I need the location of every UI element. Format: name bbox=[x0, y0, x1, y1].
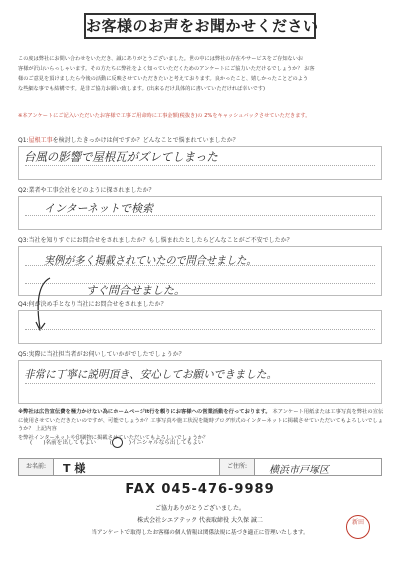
publication-note-line: 本アンケート用紙または工事写真を弊社の宣伝に使用させていただきたいのですが、可能でしょうか？工事写真や施工状況を随時ブログ形式のインターネットに掲載させていただいてもよろしいでしょうか？ 上記内容 bbox=[18, 409, 384, 432]
cashback-note: ※本アンケートにご記入いただいたお客様で工事ご用命時に工事金額(税抜き)の 2%をキャッシュバックさせていただきます。 bbox=[18, 113, 311, 119]
answer-1-handwriting: 台風の影響で屋根瓦がズレてしまった bbox=[24, 150, 218, 164]
name-label: お名前: bbox=[19, 459, 53, 475]
seal-stamp-icon: 新田 bbox=[346, 515, 370, 539]
answer-3-handwriting-line-2: すぐ問合せました。 bbox=[86, 284, 185, 297]
fax-number: FAX 045-476-9989 bbox=[125, 482, 275, 497]
intro-line: この度は弊社にお問い合わせをいただき、誠にありがとうございました。世の中には弊社の存在やサービスをご存知ないお bbox=[18, 56, 304, 62]
answer-line bbox=[25, 165, 375, 166]
answer-line bbox=[25, 329, 375, 330]
name-value[interactable]: T 様 bbox=[63, 462, 86, 475]
divider bbox=[254, 459, 255, 475]
privacy-notice: 当アンケートで取得したお客様の個人情報は関係法規に基づき適正に管理いたします。 bbox=[91, 530, 309, 536]
address-value[interactable]: 横浜市戸塚区 bbox=[269, 465, 329, 476]
answer-2-handwriting: インターネットで検索 bbox=[44, 202, 154, 215]
consent-option-2-label: イニシャルなら出してもよい bbox=[131, 440, 204, 446]
circled-check-icon bbox=[112, 437, 123, 448]
answer-line bbox=[25, 283, 375, 284]
consent-option-1[interactable]: ( )名前を出してもよい bbox=[30, 440, 96, 446]
intro-line: な些細な事でも結構です。是非ご協力お願い致します。(出来るだけ具体的に書いていただければ幸いです) bbox=[18, 86, 266, 92]
consent-option-2[interactable]: ( )イニシャルなら出してもよい bbox=[110, 440, 210, 446]
question-1-rest: を検討したきっかけは何ですか？どんなことで悩まれていましたか？ bbox=[52, 137, 239, 144]
company-info: 株式会社シエアテック 代表取締役 大久保 誠二 bbox=[137, 517, 263, 524]
thanks-text: ご協力ありがとうございました。 bbox=[154, 505, 245, 512]
question-5: Q5:実際に当社担当者がお伺いしていかがでしたでしょうか？ bbox=[18, 351, 185, 358]
intro-line: 客様が沢山いらっしゃいます。その方たちに弊社をよく知っていただくためのアンケートにご協力いただけるでしょうか？ お客 bbox=[18, 66, 315, 72]
answer-box-4[interactable] bbox=[18, 310, 382, 344]
publication-note-bold: ※弊社は広告宣伝費を極力かけない為にホームページit行を頼りにお客様への営業活動を行っております。 bbox=[18, 409, 271, 415]
customer-info-row bbox=[18, 458, 382, 476]
intro-text bbox=[18, 54, 384, 94]
answer-line bbox=[25, 383, 375, 384]
question-3: Q3:当社を知りすぐにお問合せをされましたか？もし悩まれたとしたらどんなことがご不安でしたか？ bbox=[18, 237, 293, 244]
page-title: お客様のお声をお聞かせください bbox=[84, 13, 316, 39]
consent-option-1-label: 名前を出してもよい bbox=[45, 440, 96, 446]
answer-3-handwriting-line-1: 実例が多く掲載されていたので問合せました。 bbox=[44, 254, 257, 267]
intro-line: 様のご意見を頂けましたら今後の活動に反映させていただきたいと考えております。良かったこと、嬉しかったことどのよう bbox=[18, 76, 309, 82]
question-2: Q2:業者や工事会社をどのように探されましたか？ bbox=[18, 187, 155, 194]
divider bbox=[53, 459, 54, 475]
question-4: Q4:何が決め手となり当社にお問合せをされましたか？ bbox=[18, 301, 167, 308]
publication-note-line: を弊社インターネットや印刷物に掲載させていただいてもよろしいでしょうか？ bbox=[18, 434, 209, 441]
question-1 bbox=[18, 136, 239, 145]
question-1-highlight: 屋根工事 bbox=[28, 137, 53, 144]
answer-5-handwriting: 非常に丁寧に説明頂き、安心してお願いできました。 bbox=[24, 368, 278, 381]
consent-options bbox=[30, 437, 215, 448]
address-label: ご住所: bbox=[220, 459, 254, 475]
question-1-prefix: Q1: bbox=[18, 137, 29, 144]
